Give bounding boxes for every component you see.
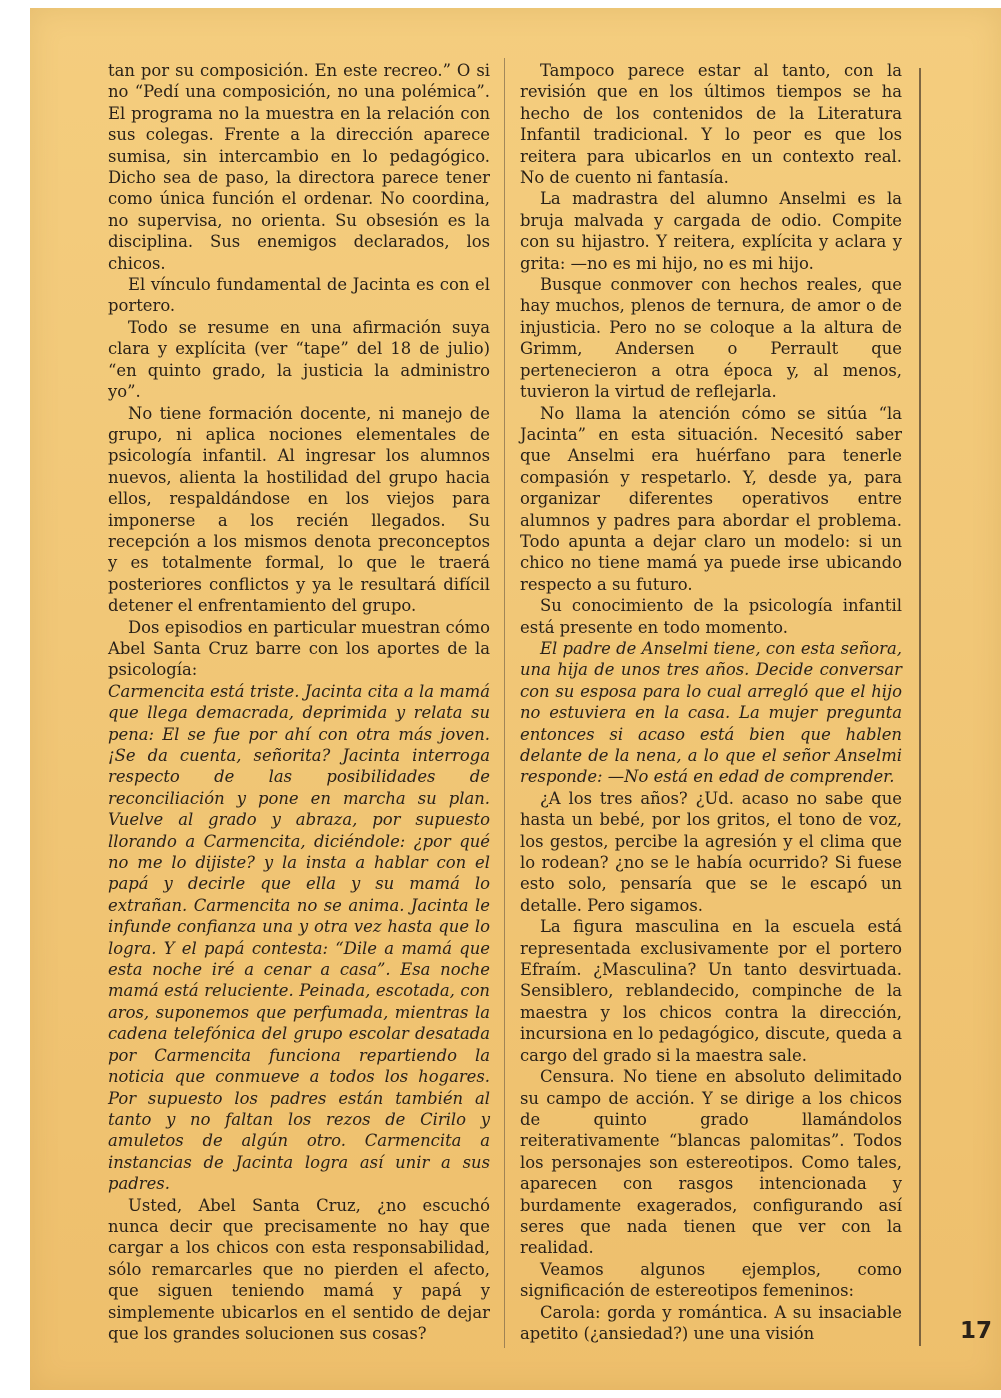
paragraph: La madrastra del alumno Anselmi es la bruja malvada y cargada de odio. Compite con su hijastro. Y reitera, explícita y aclara y grita: —no es mi hijo, no es mi hijo. [520, 189, 902, 273]
paragraph: No llama la atención cómo se sitúa “la Jacinta” en esta situación. Necesitó saber que Anselmi era huérfano para tenerle compasión y respetarlo. Y, desde ya, para organizar diferentes operativos entre alumnos y padres para abordar el problema. Todo apunta a dejar claro un modelo: si un chico no tiene mamá ya puede irse ubicando respecto a su futuro. [520, 403, 902, 594]
paragraph: tan por su composición. En este recreo.” O si no “Pedí una composición, no una polémica”. El programa no la muestra en la relación con sus colegas. Frente a la dirección aparece sumisa, sin intercambio en lo pedagógico. Dicho sea de paso, la directora parece tener como única función el ordenar. No coordina, no supervisa, no orienta. Su obsesión es la disciplina. Sus enemigos declarados, los chicos. [108, 61, 490, 273]
right-margin-rule [919, 68, 921, 1346]
paragraph: El vínculo fundamental de Jacinta es con el portero. [108, 275, 490, 316]
paragraph: La figura masculina en la escuela está representada exclusivamente por el portero Efraím. ¿Masculina? Un tanto desvirtuada. Sensiblero, reblandecido, compinche de la maestra y los chicos contra la dirección, incursiona en lo pedagógico, discute, queda a cargo del grado si la maestra sale. [520, 917, 902, 1065]
paragraph: Busque conmover con hechos reales, que hay muchos, plenos de ternura, de amor o de injusticia. Pero no se coloque a la altura de Grimm, Andersen o Perrault que pertenecieron a otra época y, al menos, tuvieron la virtud de reflejarla. [520, 275, 902, 402]
right-column [520, 60, 902, 1344]
italic-paragraph: Carmencita está triste. Jacinta cita a la mamá que llega demacrada, deprimida y relata su pena: El se fue por ahí con otra más joven. ¡Se da cuenta, señorita? Jacinta interroga respecto de las posibilidades de reconciliación y pone en marcha su plan. Vuelve al grado y abraza, por supuesto llorando a Carmencita, diciéndole: ¿por qué no me lo dijiste? y la insta a hablar con el papá y decirle que ella y su mamá lo extrañan. Carmencita no se anima. Jacinta le infunde confianza una y otra vez hasta que lo logra. Y el papá contesta: “Dile a mamá que esta noche iré a cenar a casa”. Esa noche mamá está reluciente. Peinada, escotada, con aros, suponemos que perfumada, mientras la cadena telefónica del grupo escolar desatada por Carmencita funciona repartiendo la noticia que conmueve a todos los hogares. Por supuesto los padres están también al tanto y no faltan los rezos de Cirilo y amuletos de algún otro. Carmencita a instancias de Jacinta logra así unir a sus padres. [108, 681, 490, 1194]
left-column [108, 60, 490, 1344]
paragraph: Dos episodios en particular muestran cómo Abel Santa Cruz barre con los aportes de la psicología: [108, 617, 490, 680]
italic-paragraph: El padre de Anselmi tiene, con esta señora, una hija de unos tres años. Decide conversar con su esposa para lo cual arregló que el hijo no estuviera en la casa. La mujer pregunta entonces si acaso está bien que hablen delante de la nena, a lo que el señor Anselmi responde: —No está en edad de comprender. [520, 638, 902, 787]
page-number: 17 [960, 1318, 993, 1344]
magazine-page [30, 8, 1001, 1390]
paragraph: No tiene formación docente, ni manejo de grupo, ni aplica nociones elementales de psicología infantil. Al ingresar los alumnos nuevos, alienta la hostilidad del grupo hacia ellos, respaldándose en los viejos para imponerse a los recién llegados. Su recepción a los mismos denota preconceptos y es totalmente formal, lo que le traerá posteriores conflictos y ya le resultará difícil detener el enfrentamiento del grupo. [108, 403, 490, 616]
paragraph: Censura. No tiene en absoluto delimitado su campo de acción. Y se dirige a los chicos de quinto grado llamándolos reiterativamente “blancas palomitas”. Todos los personajes son estereotipos. Como tales, aparecen con rasgos intencionada y burdamente exagerados, configurando así seres que nada tienen que ver con la realidad. [520, 1067, 902, 1258]
paragraph: Todo se resume en una afirmación suya clara y explícita (ver “tape” del 18 de julio) “en quinto grado, la justicia la administro yo”. [108, 317, 490, 402]
column-divider [504, 58, 505, 1348]
paragraph: Veamos algunos ejemplos, como significación de estereotipos femeninos: [520, 1259, 902, 1301]
paragraph: Su conocimiento de la psicología infantil está presente en todo momento. [520, 596, 902, 637]
paragraph: Carola: gorda y romántica. A su insaciable apetito (¿ansiedad?) une una visión [520, 1302, 902, 1343]
paragraph: Tampoco parece estar al tanto, con la revisión que en los últimos tiempos se ha hecho de los contenidos de la Literatura Infantil tradicional. Y lo peor es que los reitera para ubicarlos en un contexto real. No de cuento ni fantasía. [520, 61, 902, 188]
paragraph: ¿A los tres años? ¿Ud. acaso no sabe que hasta un bebé, por los gritos, el tono de voz, los gestos, percibe la agresión y el clima que lo rodean? ¿no se le había ocurrido? Si fuese esto solo, pensaría que se le escapó un detalle. Pero sigamos. [520, 788, 902, 915]
paragraph: Usted, Abel Santa Cruz, ¿no escuchó nunca decir que precisamente no hay que cargar a los chicos con esta responsabilidad, sólo remarcarles que no pierden el afecto, que siguen teniendo mamá y papá y simplemente ubicarlos en el sentido de dejar que los grandes solucionen sus cosas? [108, 1195, 490, 1343]
